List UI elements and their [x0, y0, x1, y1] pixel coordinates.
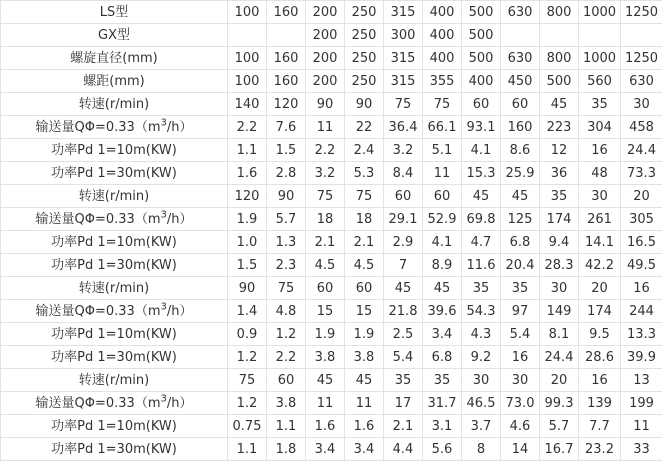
row-label: 功率Pd 1=10m(KW): [1, 139, 228, 162]
value-cell: 46.5: [462, 392, 501, 415]
value-cell: 1.4: [228, 300, 267, 323]
value-cell: 450: [501, 70, 540, 93]
value-cell: 5.4: [501, 323, 540, 346]
value-cell: 630: [501, 1, 540, 24]
value-cell: 5.7: [267, 208, 306, 231]
table-row: [1, 300, 662, 323]
value-cell: 1000: [579, 47, 621, 70]
row-label: 功率Pd 1=10m(KW): [1, 415, 228, 438]
table-row: [1, 415, 662, 438]
value-cell: 29.1: [384, 208, 423, 231]
value-cell: 3.4: [423, 323, 462, 346]
value-cell: 90: [267, 185, 306, 208]
row-label: GX型: [1, 24, 228, 47]
value-cell: 54.3: [462, 300, 501, 323]
value-cell: 100: [228, 47, 267, 70]
spec-table-body: [1, 1, 662, 461]
value-cell: 1.9: [306, 323, 345, 346]
value-cell: 1.3: [267, 231, 306, 254]
value-cell: 2.2: [267, 346, 306, 369]
value-cell: 60: [462, 93, 501, 116]
value-cell: 4.5: [345, 254, 384, 277]
value-cell: 5.1: [423, 139, 462, 162]
table-row: [1, 231, 662, 254]
value-cell: 140: [228, 93, 267, 116]
value-cell: 9.5: [579, 323, 621, 346]
table-row: [1, 346, 662, 369]
value-cell: 100: [228, 70, 267, 93]
value-cell: 52.9: [423, 208, 462, 231]
value-cell: 2.4: [345, 139, 384, 162]
value-cell: 250: [345, 1, 384, 24]
value-cell: 200: [306, 24, 345, 47]
value-cell: 200: [306, 70, 345, 93]
value-cell: 42.2: [579, 254, 621, 277]
table-row: [1, 438, 662, 461]
value-cell: 16.5: [621, 231, 662, 254]
value-cell: 15: [306, 300, 345, 323]
value-cell: 11.6: [462, 254, 501, 277]
value-cell: 2.9: [384, 231, 423, 254]
value-cell: 5.4: [384, 346, 423, 369]
value-cell: 160: [267, 70, 306, 93]
value-cell: 28.6: [579, 346, 621, 369]
value-cell: 0.75: [228, 415, 267, 438]
value-cell: 800: [540, 1, 579, 24]
row-label: 转速(r/min): [1, 185, 228, 208]
value-cell: 2.2: [306, 139, 345, 162]
value-cell: 400: [423, 24, 462, 47]
value-cell: 5.6: [423, 438, 462, 461]
value-cell: 18: [306, 208, 345, 231]
value-cell: 45: [384, 277, 423, 300]
value-cell: 199: [621, 392, 662, 415]
value-cell: 458: [621, 116, 662, 139]
value-cell: 25.9: [501, 162, 540, 185]
value-cell: 75: [345, 185, 384, 208]
value-cell: 35: [423, 369, 462, 392]
value-cell: 49.5: [621, 254, 662, 277]
value-cell: 261: [579, 208, 621, 231]
value-cell: 1.1: [228, 438, 267, 461]
value-cell: 24.4: [540, 346, 579, 369]
table-row: [1, 24, 662, 47]
value-cell: 315: [384, 1, 423, 24]
value-cell: 45: [501, 185, 540, 208]
row-label: 功率Pd 1=10m(KW): [1, 323, 228, 346]
value-cell: 8.4: [384, 162, 423, 185]
row-label: 螺距(mm): [1, 70, 228, 93]
value-cell: 100: [228, 1, 267, 24]
table-row: [1, 369, 662, 392]
value-cell: 3.1: [423, 415, 462, 438]
value-cell: 24.4: [621, 139, 662, 162]
value-cell: [621, 24, 662, 47]
superscript: 3: [160, 301, 166, 312]
value-cell: 22: [345, 116, 384, 139]
value-cell: 66.1: [423, 116, 462, 139]
value-cell: 250: [345, 24, 384, 47]
value-cell: 21.8: [384, 300, 423, 323]
value-cell: 2.2: [228, 116, 267, 139]
value-cell: 8.9: [423, 254, 462, 277]
value-cell: 17: [384, 392, 423, 415]
value-cell: [579, 24, 621, 47]
value-cell: 2.8: [267, 162, 306, 185]
value-cell: 75: [306, 185, 345, 208]
value-cell: 4.5: [306, 254, 345, 277]
value-cell: 1.9: [228, 208, 267, 231]
value-cell: 4.6: [501, 415, 540, 438]
row-label: 转速(r/min): [1, 93, 228, 116]
row-label: 功率Pd 1=30m(KW): [1, 162, 228, 185]
value-cell: 11: [345, 392, 384, 415]
row-label: 转速(r/min): [1, 369, 228, 392]
row-label: LS型: [1, 1, 228, 24]
value-cell: 0.9: [228, 323, 267, 346]
table-row: [1, 47, 662, 70]
value-cell: 99.3: [540, 392, 579, 415]
value-cell: 30: [579, 185, 621, 208]
value-cell: 160: [501, 116, 540, 139]
value-cell: 45: [423, 277, 462, 300]
table-row: [1, 392, 662, 415]
value-cell: 2.3: [267, 254, 306, 277]
value-cell: 800: [540, 47, 579, 70]
table-row: [1, 208, 662, 231]
value-cell: 120: [267, 93, 306, 116]
value-cell: 11: [621, 415, 662, 438]
row-label: 功率Pd 1=30m(KW): [1, 438, 228, 461]
value-cell: 73.3: [621, 162, 662, 185]
value-cell: 30: [501, 369, 540, 392]
value-cell: 8.6: [501, 139, 540, 162]
value-cell: 75: [228, 369, 267, 392]
row-label: 输送量$Q\Phi=0.33(m^3/h)$: [1, 116, 228, 139]
value-cell: 69.8: [462, 208, 501, 231]
value-cell: 6.8: [501, 231, 540, 254]
value-cell: 45: [462, 185, 501, 208]
value-cell: 2.1: [384, 415, 423, 438]
value-cell: 1.6: [228, 162, 267, 185]
value-cell: 5.7: [540, 415, 579, 438]
value-cell: 7.7: [579, 415, 621, 438]
value-cell: 45: [540, 93, 579, 116]
value-cell: 13: [621, 369, 662, 392]
value-cell: 35: [579, 93, 621, 116]
value-cell: 3.8: [345, 346, 384, 369]
value-cell: 7: [384, 254, 423, 277]
value-cell: 48: [579, 162, 621, 185]
value-cell: 160: [267, 47, 306, 70]
value-cell: 73.0: [501, 392, 540, 415]
value-cell: 1.6: [345, 415, 384, 438]
value-cell: 400: [423, 47, 462, 70]
value-cell: 75: [267, 277, 306, 300]
row-label: 输送量$Q\Phi=0.33(m^3/h)$: [1, 208, 228, 231]
value-cell: 149: [540, 300, 579, 323]
superscript: 3: [160, 393, 166, 404]
value-cell: 12: [540, 139, 579, 162]
value-cell: 3.4: [345, 438, 384, 461]
value-cell: 20: [540, 369, 579, 392]
value-cell: 1000: [579, 1, 621, 24]
value-cell: [267, 24, 306, 47]
value-cell: 39.9: [621, 346, 662, 369]
superscript: 3: [160, 117, 166, 128]
value-cell: 45: [345, 369, 384, 392]
value-cell: 75: [423, 93, 462, 116]
value-cell: 1.2: [228, 346, 267, 369]
table-row: [1, 70, 662, 93]
value-cell: 8: [462, 438, 501, 461]
value-cell: 90: [306, 93, 345, 116]
value-cell: 11: [423, 162, 462, 185]
row-label: 转速(r/min): [1, 277, 228, 300]
value-cell: 90: [345, 93, 384, 116]
value-cell: 244: [621, 300, 662, 323]
value-cell: 90: [228, 277, 267, 300]
value-cell: 500: [462, 1, 501, 24]
table-row: [1, 1, 662, 24]
value-cell: 7.6: [267, 116, 306, 139]
value-cell: 174: [540, 208, 579, 231]
value-cell: 60: [501, 93, 540, 116]
value-cell: 28.3: [540, 254, 579, 277]
table-row: [1, 323, 662, 346]
value-cell: 1.5: [228, 254, 267, 277]
table-row: [1, 93, 662, 116]
value-cell: 125: [501, 208, 540, 231]
value-cell: 5.3: [345, 162, 384, 185]
value-cell: 16: [621, 277, 662, 300]
value-cell: 304: [579, 116, 621, 139]
value-cell: 2.5: [384, 323, 423, 346]
value-cell: [228, 24, 267, 47]
value-cell: 139: [579, 392, 621, 415]
value-cell: 400: [462, 70, 501, 93]
value-cell: 60: [306, 277, 345, 300]
value-cell: 11: [306, 116, 345, 139]
value-cell: 4.1: [423, 231, 462, 254]
value-cell: 4.7: [462, 231, 501, 254]
value-cell: 630: [501, 47, 540, 70]
value-cell: 20: [621, 185, 662, 208]
value-cell: 1.1: [267, 415, 306, 438]
value-cell: 8.1: [540, 323, 579, 346]
value-cell: 93.1: [462, 116, 501, 139]
row-label: 螺旋直径(mm): [1, 47, 228, 70]
value-cell: 250: [345, 70, 384, 93]
value-cell: 20: [579, 277, 621, 300]
value-cell: 300: [384, 24, 423, 47]
value-cell: 120: [228, 185, 267, 208]
value-cell: 630: [621, 70, 662, 93]
table-row: [1, 162, 662, 185]
value-cell: 9.4: [540, 231, 579, 254]
value-cell: 500: [540, 70, 579, 93]
value-cell: 31.7: [423, 392, 462, 415]
value-cell: 35: [501, 277, 540, 300]
value-cell: 6.8: [423, 346, 462, 369]
value-cell: 20.4: [501, 254, 540, 277]
value-cell: 39.6: [423, 300, 462, 323]
value-cell: 1.6: [306, 415, 345, 438]
value-cell: 9.2: [462, 346, 501, 369]
value-cell: 3.2: [384, 139, 423, 162]
value-cell: 13.3: [621, 323, 662, 346]
table-row: [1, 185, 662, 208]
value-cell: 305: [621, 208, 662, 231]
row-label: 输送量$Q\Phi=0.33(m^3/h)$: [1, 392, 228, 415]
value-cell: 3.4: [306, 438, 345, 461]
value-cell: 1.0: [228, 231, 267, 254]
value-cell: 4.8: [267, 300, 306, 323]
value-cell: 1.8: [267, 438, 306, 461]
value-cell: 30: [462, 369, 501, 392]
value-cell: [540, 24, 579, 47]
table-row: [1, 116, 662, 139]
value-cell: 11: [306, 392, 345, 415]
value-cell: 35: [384, 369, 423, 392]
value-cell: 18: [345, 208, 384, 231]
value-cell: 160: [267, 1, 306, 24]
value-cell: 400: [423, 1, 462, 24]
value-cell: 500: [462, 24, 501, 47]
value-cell: 36: [540, 162, 579, 185]
row-label: 输送量$Q\Phi=0.33(m^3/h)$: [1, 300, 228, 323]
superscript: 3: [160, 209, 166, 220]
value-cell: 15.3: [462, 162, 501, 185]
value-cell: 500: [462, 47, 501, 70]
value-cell: 16: [579, 139, 621, 162]
value-cell: 1.5: [267, 139, 306, 162]
value-cell: 1.1: [228, 139, 267, 162]
table-row: [1, 277, 662, 300]
value-cell: 16.7: [540, 438, 579, 461]
table-row: [1, 139, 662, 162]
table-row: [1, 254, 662, 277]
value-cell: 1250: [621, 1, 662, 24]
row-label: 功率Pd 1=10m(KW): [1, 231, 228, 254]
value-cell: 97: [501, 300, 540, 323]
value-cell: 4.4: [384, 438, 423, 461]
value-cell: 16: [501, 346, 540, 369]
value-cell: [501, 24, 540, 47]
value-cell: 60: [384, 185, 423, 208]
value-cell: 30: [621, 93, 662, 116]
value-cell: 2.1: [345, 231, 384, 254]
value-cell: 1.2: [267, 323, 306, 346]
value-cell: 75: [384, 93, 423, 116]
value-cell: 315: [384, 47, 423, 70]
row-label: 功率Pd 1=30m(KW): [1, 346, 228, 369]
value-cell: 174: [579, 300, 621, 323]
value-cell: 1250: [621, 47, 662, 70]
value-cell: 200: [306, 1, 345, 24]
value-cell: 315: [384, 70, 423, 93]
value-cell: 355: [423, 70, 462, 93]
value-cell: 15: [345, 300, 384, 323]
value-cell: 30: [540, 277, 579, 300]
value-cell: 33: [621, 438, 662, 461]
value-cell: 3.8: [267, 392, 306, 415]
value-cell: 45: [306, 369, 345, 392]
value-cell: 3.8: [306, 346, 345, 369]
row-label: 功率Pd 1=30m(KW): [1, 254, 228, 277]
value-cell: 4.1: [462, 139, 501, 162]
value-cell: 560: [579, 70, 621, 93]
value-cell: 1.2: [228, 392, 267, 415]
value-cell: 14.1: [579, 231, 621, 254]
value-cell: 23.2: [579, 438, 621, 461]
value-cell: 60: [267, 369, 306, 392]
value-cell: 60: [345, 277, 384, 300]
value-cell: 4.3: [462, 323, 501, 346]
value-cell: 250: [345, 47, 384, 70]
value-cell: 14: [501, 438, 540, 461]
value-cell: 36.4: [384, 116, 423, 139]
value-cell: 35: [540, 185, 579, 208]
value-cell: 2.1: [306, 231, 345, 254]
value-cell: 16: [579, 369, 621, 392]
value-cell: 200: [306, 47, 345, 70]
value-cell: 223: [540, 116, 579, 139]
value-cell: 60: [423, 185, 462, 208]
value-cell: 3.7: [462, 415, 501, 438]
value-cell: 35: [462, 277, 501, 300]
value-cell: 3.2: [306, 162, 345, 185]
value-cell: 1.9: [345, 323, 384, 346]
